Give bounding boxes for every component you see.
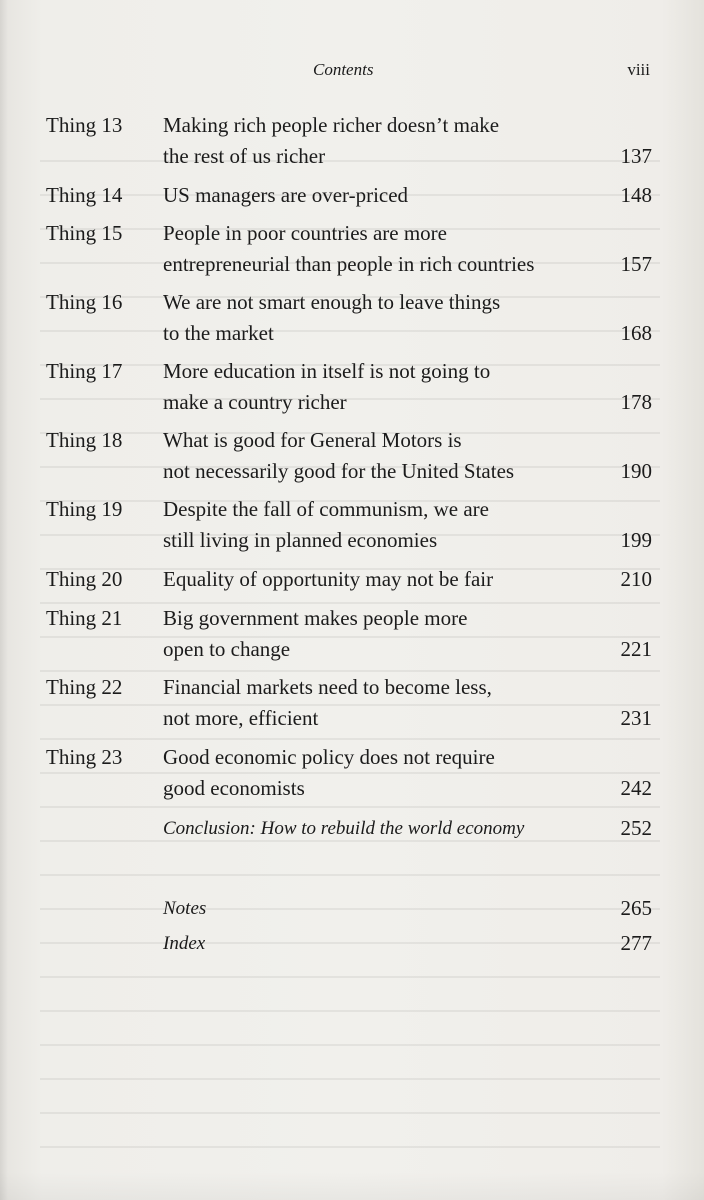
entry-label: Thing 19 xyxy=(46,497,123,521)
entry-title-line: open to change xyxy=(163,637,291,661)
entry-page-number: 199 xyxy=(620,528,652,552)
entry-page-number: 210 xyxy=(620,567,652,591)
entry-label: Thing 18 xyxy=(46,428,123,452)
entry-title xyxy=(163,218,593,280)
entry-title xyxy=(163,672,593,734)
entry-title-line: still living in planned economies xyxy=(163,528,438,552)
entry-title-line: What is good for General Motors is xyxy=(163,428,462,452)
entry-title xyxy=(163,425,593,487)
entry-title xyxy=(163,928,593,959)
entry-title-line: the rest of us richer xyxy=(163,144,326,168)
running-title: Contents xyxy=(313,60,374,79)
entry-label: Thing 17 xyxy=(46,359,123,383)
entry-title-line: Making rich people richer doesn’t make xyxy=(163,113,500,137)
entry-label: Thing 15 xyxy=(46,221,123,245)
entry-page-number: 137 xyxy=(620,144,652,168)
entry-label: Thing 20 xyxy=(46,567,123,591)
entry-title xyxy=(163,742,593,804)
entry-page-number: 157 xyxy=(620,252,652,276)
running-header xyxy=(0,60,704,84)
entry-page-number: 231 xyxy=(620,706,652,730)
entry-page-number: 190 xyxy=(620,459,652,483)
entry-title-line: Despite the fall of communism, we are xyxy=(163,497,489,521)
entry-page-number: 252 xyxy=(620,816,652,840)
entry-title xyxy=(163,893,593,924)
entry-label: Thing 22 xyxy=(46,675,123,699)
entry-label: Thing 16 xyxy=(46,290,123,314)
entry-page-number: 265 xyxy=(620,896,652,920)
entry-title xyxy=(163,564,593,595)
entry-title-line: make a country richer xyxy=(163,390,347,414)
entry-page-number: 178 xyxy=(620,390,652,414)
entry-title xyxy=(163,180,593,211)
entry-title xyxy=(163,603,593,665)
entry-title xyxy=(163,287,593,349)
entry-title-line: Financial markets need to become less, xyxy=(163,675,492,699)
entry-title-line: US managers are over-priced xyxy=(163,183,409,207)
entry-title-line: good economists xyxy=(163,776,305,800)
entry-title-line: Big government makes people more xyxy=(163,606,468,630)
entry-page-number: 168 xyxy=(620,321,652,345)
entry-page-number: 148 xyxy=(620,183,652,207)
entry-label: Thing 23 xyxy=(46,745,123,769)
entry-title xyxy=(163,110,593,172)
entry-title xyxy=(163,356,593,418)
entry-title-line: not more, efficient xyxy=(163,706,319,730)
entry-title-line: Conclusion: How to rebuild the world economy xyxy=(163,818,525,839)
page-bottom-edge xyxy=(0,1172,704,1200)
entry-title xyxy=(163,813,593,844)
entry-title-line: Index xyxy=(163,933,206,954)
page-number: viii xyxy=(627,60,650,79)
entry-title-line: to the market xyxy=(163,321,274,345)
entry-label: Thing 14 xyxy=(46,183,123,207)
entry-label: Thing 13 xyxy=(46,113,123,137)
entry-title-line: entrepreneurial than people in rich countries xyxy=(163,252,535,276)
entry-title-line: not necessarily good for the United States xyxy=(163,459,515,483)
entry-page-number: 221 xyxy=(620,637,652,661)
entry-title xyxy=(163,494,593,556)
entry-page-number: 277 xyxy=(620,931,652,955)
page-gutter-shadow xyxy=(0,0,8,1200)
entry-title-line: Good economic policy does not require xyxy=(163,745,495,769)
entry-label: Thing 21 xyxy=(46,606,123,630)
entry-title-line: Equality of opportunity may not be fair xyxy=(163,567,494,591)
entry-title-line: Notes xyxy=(163,898,207,919)
entry-title-line: More education in itself is not going to xyxy=(163,359,491,383)
entry-page-number: 242 xyxy=(620,776,652,800)
entry-title-line: We are not smart enough to leave things xyxy=(163,290,501,314)
entry-title-line: People in poor countries are more xyxy=(163,221,447,245)
